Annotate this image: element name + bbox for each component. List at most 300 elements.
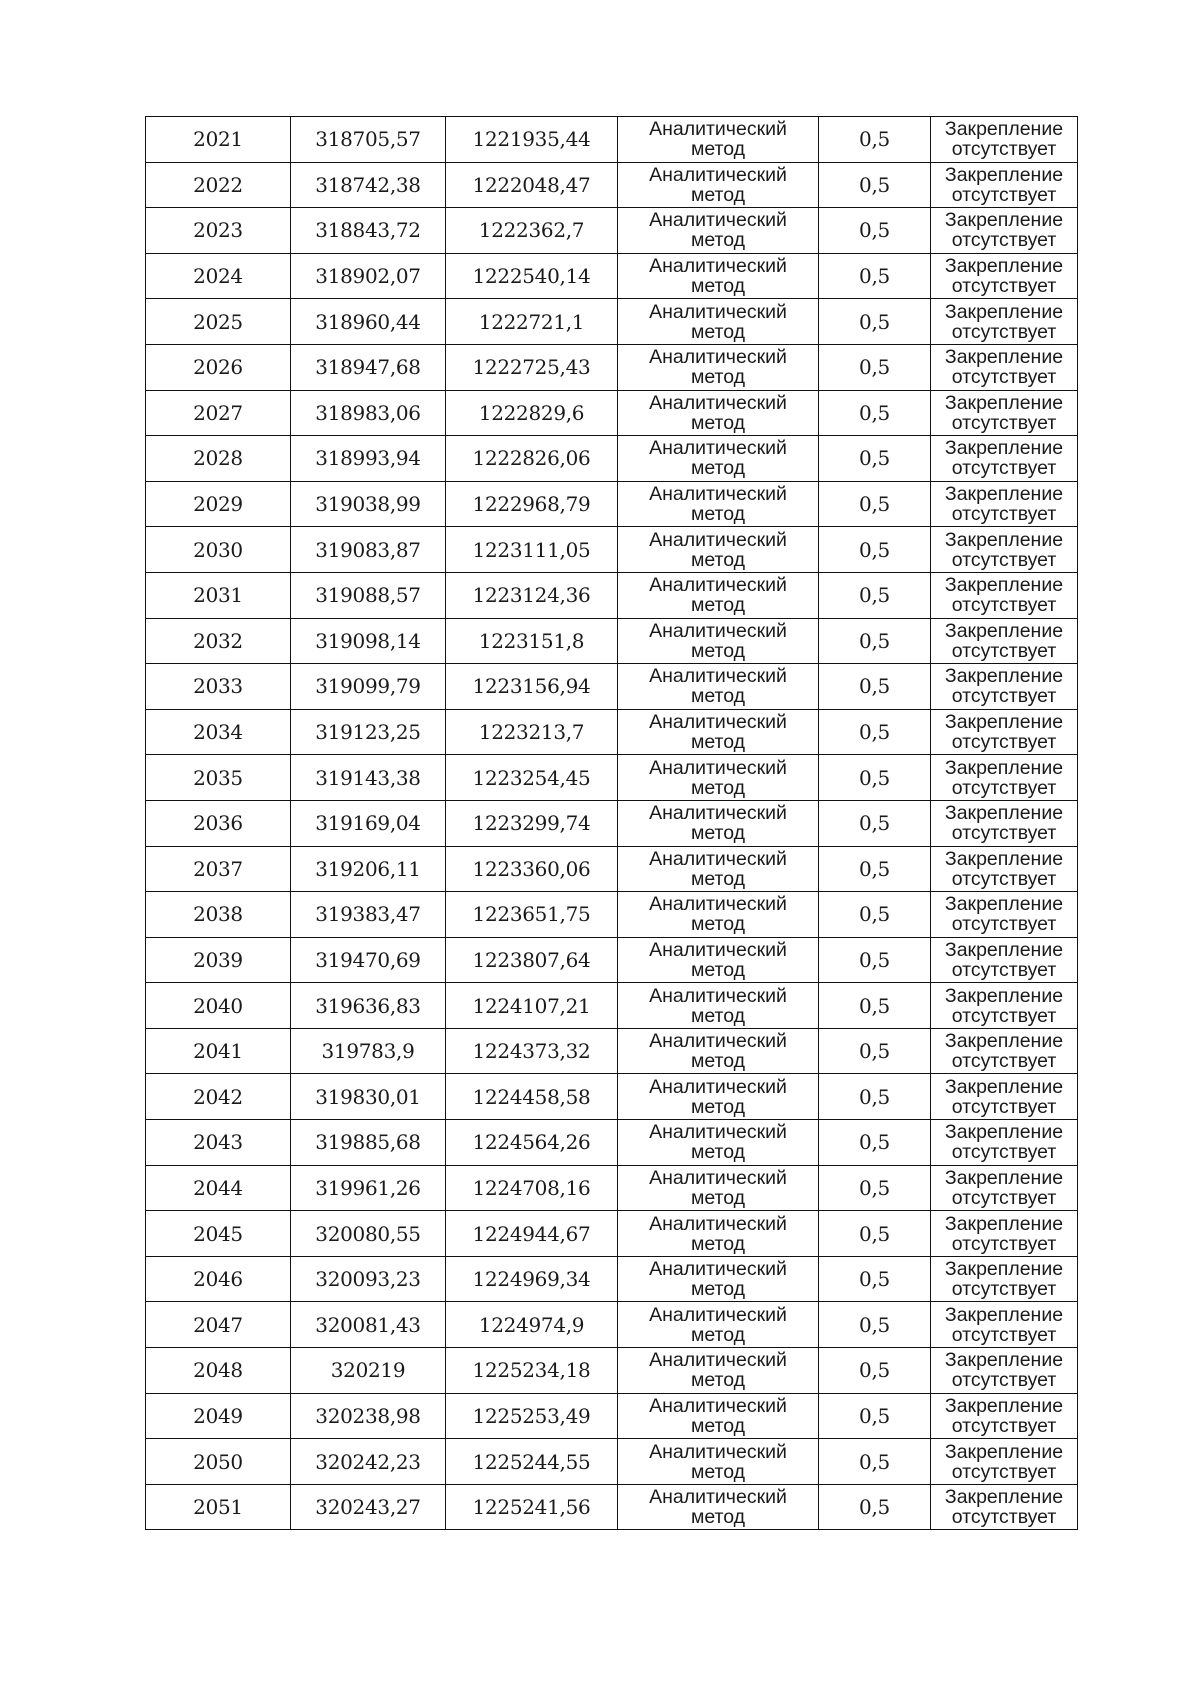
marking-line-1: Закрепление	[944, 1258, 1064, 1281]
method-line-1: Аналитический	[649, 893, 787, 916]
method-line-2: метод	[690, 229, 746, 252]
y-coordinate-cell: 1222968,79	[446, 481, 618, 527]
method-line-2: метод	[690, 913, 746, 936]
y-coordinate-cell: 1223213,7	[446, 709, 618, 755]
method-line-2: метод	[690, 366, 746, 389]
method-line-1: Аналитический	[649, 619, 787, 642]
point-number-cell: 2041	[146, 1028, 291, 1074]
point-number-cell: 2029	[146, 481, 291, 527]
marking-line-1: Закрепление	[944, 1166, 1064, 1189]
marking-line-1: Закрепление	[944, 1212, 1064, 1235]
marking-line-1: Закрепление	[944, 802, 1064, 825]
marking-cell	[931, 117, 1078, 163]
table-row	[146, 937, 1078, 983]
method-cell	[618, 344, 819, 390]
y-coordinate-cell: 1224944,67	[446, 1211, 618, 1257]
marking-cell	[931, 299, 1078, 345]
x-coordinate-cell: 319470,69	[291, 937, 446, 983]
y-coordinate-cell: 1222725,43	[446, 344, 618, 390]
method-line-1: Аналитический	[649, 255, 787, 278]
method-cell	[618, 892, 819, 938]
y-coordinate-cell: 1222048,47	[446, 162, 618, 208]
marking-line-2: отсутствует	[951, 229, 1057, 252]
marking-line-1: Закрепление	[944, 1075, 1064, 1098]
table-row	[146, 846, 1078, 892]
marking-cell	[931, 1028, 1078, 1074]
table-row	[146, 1484, 1078, 1530]
marking-line-2: отсутствует	[951, 138, 1057, 161]
accuracy-cell: 0,5	[819, 983, 931, 1029]
point-number-cell: 2038	[146, 892, 291, 938]
method-cell	[618, 709, 819, 755]
y-coordinate-cell: 1225244,55	[446, 1439, 618, 1485]
method-line-2: метод	[690, 1095, 746, 1118]
marking-cell	[931, 800, 1078, 846]
coordinates-table-body	[146, 117, 1078, 1530]
method-line-1: Аналитический	[649, 984, 787, 1007]
marking-line-2: отсутствует	[951, 1278, 1057, 1301]
table-row	[146, 344, 1078, 390]
method-line-2: метод	[690, 822, 746, 845]
accuracy-cell: 0,5	[819, 937, 931, 983]
marking-line-1: Закрепление	[944, 1486, 1064, 1509]
y-coordinate-cell: 1223254,45	[446, 755, 618, 801]
point-number-cell: 2021	[146, 117, 291, 163]
accuracy-cell: 0,5	[819, 1256, 931, 1302]
x-coordinate-cell: 319038,99	[291, 481, 446, 527]
marking-line-2: отсутствует	[951, 958, 1057, 981]
y-coordinate-cell: 1222829,6	[446, 390, 618, 436]
marking-line-1: Закрепление	[944, 209, 1064, 232]
method-line-1: Аналитический	[649, 1486, 787, 1509]
marking-line-2: отсутствует	[951, 1323, 1057, 1346]
point-number-cell: 2051	[146, 1484, 291, 1530]
x-coordinate-cell: 319099,79	[291, 664, 446, 710]
marking-line-2: отсутствует	[951, 503, 1057, 526]
method-line-2: метод	[690, 867, 746, 890]
y-coordinate-cell: 1225234,18	[446, 1348, 618, 1394]
point-number-cell: 2040	[146, 983, 291, 1029]
method-line-2: метод	[690, 731, 746, 754]
marking-line-2: отсутствует	[951, 776, 1057, 799]
y-coordinate-cell: 1223156,94	[446, 664, 618, 710]
marking-line-2: отсутствует	[951, 183, 1057, 206]
x-coordinate-cell: 320219	[291, 1348, 446, 1394]
method-cell	[618, 1074, 819, 1120]
marking-line-1: Закрепление	[944, 1030, 1064, 1053]
method-line-2: метод	[690, 958, 746, 981]
marking-line-1: Закрепление	[944, 528, 1064, 551]
y-coordinate-cell: 1223124,36	[446, 572, 618, 618]
marking-line-2: отсутствует	[951, 548, 1057, 571]
table-row	[146, 253, 1078, 299]
marking-line-2: отсутствует	[951, 1004, 1057, 1027]
marking-cell	[931, 481, 1078, 527]
accuracy-cell: 0,5	[819, 846, 931, 892]
marking-line-1: Закрепление	[944, 483, 1064, 506]
method-cell	[618, 390, 819, 436]
method-line-2: метод	[690, 183, 746, 206]
accuracy-cell: 0,5	[819, 800, 931, 846]
method-line-1: Аналитический	[649, 437, 787, 460]
point-number-cell: 2049	[146, 1393, 291, 1439]
marking-line-2: отсутствует	[951, 1095, 1057, 1118]
method-cell	[618, 1211, 819, 1257]
method-line-1: Аналитический	[649, 1303, 787, 1326]
method-line-2: метод	[690, 411, 746, 434]
accuracy-cell: 0,5	[819, 1074, 931, 1120]
accuracy-cell: 0,5	[819, 1439, 931, 1485]
method-cell	[618, 1393, 819, 1439]
marking-line-1: Закрепление	[944, 847, 1064, 870]
point-number-cell: 2047	[146, 1302, 291, 1348]
marking-cell	[931, 1074, 1078, 1120]
x-coordinate-cell: 318902,07	[291, 253, 446, 299]
point-number-cell: 2048	[146, 1348, 291, 1394]
marking-line-2: отсутствует	[951, 822, 1057, 845]
accuracy-cell: 0,5	[819, 527, 931, 573]
method-line-2: метод	[690, 1414, 746, 1437]
y-coordinate-cell: 1224564,26	[446, 1120, 618, 1166]
method-line-2: метод	[690, 503, 746, 526]
table-row	[146, 162, 1078, 208]
table-row	[146, 572, 1078, 618]
accuracy-cell: 0,5	[819, 1393, 931, 1439]
y-coordinate-cell: 1222540,14	[446, 253, 618, 299]
marking-cell	[931, 1439, 1078, 1485]
marking-line-1: Закрепление	[944, 1394, 1064, 1417]
method-line-1: Аналитический	[649, 1030, 787, 1053]
table-row	[146, 208, 1078, 254]
marking-cell	[931, 1484, 1078, 1530]
marking-cell	[931, 436, 1078, 482]
marking-line-2: отсутствует	[951, 1232, 1057, 1255]
marking-line-1: Закрепление	[944, 711, 1064, 734]
method-line-2: метод	[690, 320, 746, 343]
table-row	[146, 1348, 1078, 1394]
point-number-cell: 2050	[146, 1439, 291, 1485]
y-coordinate-cell: 1224373,32	[446, 1028, 618, 1074]
table-row	[146, 1028, 1078, 1074]
marking-line-1: Закрепление	[944, 346, 1064, 369]
method-cell	[618, 937, 819, 983]
method-line-1: Аналитический	[649, 1349, 787, 1372]
x-coordinate-cell: 320238,98	[291, 1393, 446, 1439]
method-line-1: Аналитический	[649, 1075, 787, 1098]
point-number-cell: 2032	[146, 618, 291, 664]
marking-line-2: отсутствует	[951, 1506, 1057, 1529]
marking-cell	[931, 846, 1078, 892]
point-number-cell: 2028	[146, 436, 291, 482]
marking-cell	[931, 344, 1078, 390]
x-coordinate-cell: 319383,47	[291, 892, 446, 938]
method-line-2: метод	[690, 1323, 746, 1346]
point-number-cell: 2026	[146, 344, 291, 390]
marking-line-1: Закрепление	[944, 118, 1064, 141]
table-row	[146, 1302, 1078, 1348]
marking-cell	[931, 253, 1078, 299]
marking-line-1: Закрепление	[944, 1349, 1064, 1372]
table-row	[146, 1211, 1078, 1257]
table-row	[146, 983, 1078, 1029]
method-cell	[618, 1165, 819, 1211]
method-cell	[618, 983, 819, 1029]
point-number-cell: 2024	[146, 253, 291, 299]
method-line-2: метод	[690, 138, 746, 161]
marking-line-1: Закрепление	[944, 391, 1064, 414]
marking-cell	[931, 527, 1078, 573]
method-line-2: метод	[690, 1004, 746, 1027]
accuracy-cell: 0,5	[819, 618, 931, 664]
x-coordinate-cell: 319098,14	[291, 618, 446, 664]
method-cell	[618, 436, 819, 482]
x-coordinate-cell: 319636,83	[291, 983, 446, 1029]
accuracy-cell: 0,5	[819, 208, 931, 254]
x-coordinate-cell: 319123,25	[291, 709, 446, 755]
point-number-cell: 2030	[146, 527, 291, 573]
method-line-2: метод	[690, 1141, 746, 1164]
marking-line-1: Закрепление	[944, 665, 1064, 688]
marking-line-2: отсутствует	[951, 913, 1057, 936]
x-coordinate-cell: 319885,68	[291, 1120, 446, 1166]
accuracy-cell: 0,5	[819, 572, 931, 618]
marking-line-1: Закрепление	[944, 893, 1064, 916]
accuracy-cell: 0,5	[819, 1120, 931, 1166]
marking-line-2: отсутствует	[951, 411, 1057, 434]
method-line-2: метод	[690, 594, 746, 617]
y-coordinate-cell: 1223111,05	[446, 527, 618, 573]
method-cell	[618, 299, 819, 345]
x-coordinate-cell: 318742,38	[291, 162, 446, 208]
table-row	[146, 892, 1078, 938]
point-number-cell: 2045	[146, 1211, 291, 1257]
method-line-1: Аналитический	[649, 528, 787, 551]
method-line-2: метод	[690, 1460, 746, 1483]
marking-cell	[931, 618, 1078, 664]
marking-line-1: Закрепление	[944, 1440, 1064, 1463]
marking-line-1: Закрепление	[944, 163, 1064, 186]
point-number-cell: 2035	[146, 755, 291, 801]
marking-line-2: отсутствует	[951, 320, 1057, 343]
table-row	[146, 117, 1078, 163]
x-coordinate-cell: 318993,94	[291, 436, 446, 482]
marking-line-2: отсутствует	[951, 1050, 1057, 1073]
x-coordinate-cell: 318843,72	[291, 208, 446, 254]
marking-line-2: отсутствует	[951, 275, 1057, 298]
marking-cell	[931, 1120, 1078, 1166]
method-cell	[618, 162, 819, 208]
marking-line-1: Закрепление	[944, 574, 1064, 597]
method-cell	[618, 527, 819, 573]
x-coordinate-cell: 318947,68	[291, 344, 446, 390]
marking-cell	[931, 1348, 1078, 1394]
method-cell	[618, 572, 819, 618]
marking-line-2: отсутствует	[951, 1414, 1057, 1437]
method-cell	[618, 1256, 819, 1302]
marking-cell	[931, 892, 1078, 938]
x-coordinate-cell: 320242,23	[291, 1439, 446, 1485]
method-line-2: метод	[690, 1232, 746, 1255]
x-coordinate-cell: 319783,9	[291, 1028, 446, 1074]
marking-cell	[931, 755, 1078, 801]
method-line-2: метод	[690, 457, 746, 480]
table-row	[146, 755, 1078, 801]
method-line-1: Аналитический	[649, 574, 787, 597]
method-line-2: метод	[690, 548, 746, 571]
table-row	[146, 527, 1078, 573]
accuracy-cell: 0,5	[819, 709, 931, 755]
x-coordinate-cell: 319143,38	[291, 755, 446, 801]
accuracy-cell: 0,5	[819, 299, 931, 345]
x-coordinate-cell: 320081,43	[291, 1302, 446, 1348]
method-line-1: Аналитический	[649, 163, 787, 186]
method-line-2: метод	[690, 1186, 746, 1209]
table-row	[146, 1393, 1078, 1439]
y-coordinate-cell: 1222721,1	[446, 299, 618, 345]
y-coordinate-cell: 1222362,7	[446, 208, 618, 254]
accuracy-cell: 0,5	[819, 253, 931, 299]
marking-line-2: отсутствует	[951, 1369, 1057, 1392]
marking-cell	[931, 1211, 1078, 1257]
marking-cell	[931, 937, 1078, 983]
method-line-2: метод	[690, 1278, 746, 1301]
point-number-cell: 2022	[146, 162, 291, 208]
method-cell	[618, 618, 819, 664]
accuracy-cell: 0,5	[819, 1348, 931, 1394]
x-coordinate-cell: 319169,04	[291, 800, 446, 846]
x-coordinate-cell: 320243,27	[291, 1484, 446, 1530]
accuracy-cell: 0,5	[819, 1211, 931, 1257]
marking-cell	[931, 1165, 1078, 1211]
accuracy-cell: 0,5	[819, 162, 931, 208]
x-coordinate-cell: 318705,57	[291, 117, 446, 163]
method-line-2: метод	[690, 639, 746, 662]
method-line-2: метод	[690, 776, 746, 799]
accuracy-cell: 0,5	[819, 117, 931, 163]
marking-line-2: отсутствует	[951, 1186, 1057, 1209]
marking-cell	[931, 162, 1078, 208]
marking-line-1: Закрепление	[944, 1303, 1064, 1326]
method-line-1: Аналитический	[649, 300, 787, 323]
accuracy-cell: 0,5	[819, 1484, 931, 1530]
marking-cell	[931, 709, 1078, 755]
method-cell	[618, 846, 819, 892]
marking-line-1: Закрепление	[944, 938, 1064, 961]
marking-line-2: отсутствует	[951, 1460, 1057, 1483]
method-line-2: метод	[690, 1050, 746, 1073]
table-row	[146, 1165, 1078, 1211]
method-line-1: Аналитический	[649, 483, 787, 506]
marking-line-1: Закрепление	[944, 437, 1064, 460]
method-line-2: метод	[690, 275, 746, 298]
marking-line-2: отсутствует	[951, 639, 1057, 662]
y-coordinate-cell: 1224458,58	[446, 1074, 618, 1120]
y-coordinate-cell: 1223651,75	[446, 892, 618, 938]
marking-cell	[931, 664, 1078, 710]
point-number-cell: 2031	[146, 572, 291, 618]
accuracy-cell: 0,5	[819, 664, 931, 710]
y-coordinate-cell: 1225253,49	[446, 1393, 618, 1439]
x-coordinate-cell: 320080,55	[291, 1211, 446, 1257]
method-line-2: метод	[690, 1506, 746, 1529]
method-line-2: метод	[690, 1369, 746, 1392]
method-line-1: Аналитический	[649, 391, 787, 414]
method-line-1: Аналитический	[649, 1212, 787, 1235]
point-number-cell: 2036	[146, 800, 291, 846]
point-number-cell: 2034	[146, 709, 291, 755]
method-line-2: метод	[690, 685, 746, 708]
table-row	[146, 800, 1078, 846]
method-cell	[618, 208, 819, 254]
accuracy-cell: 0,5	[819, 1165, 931, 1211]
method-cell	[618, 117, 819, 163]
x-coordinate-cell: 319083,87	[291, 527, 446, 573]
marking-line-1: Закрепление	[944, 300, 1064, 323]
method-cell	[618, 1302, 819, 1348]
marking-cell	[931, 983, 1078, 1029]
x-coordinate-cell: 320093,23	[291, 1256, 446, 1302]
point-number-cell: 2043	[146, 1120, 291, 1166]
y-coordinate-cell: 1225241,56	[446, 1484, 618, 1530]
method-line-1: Аналитический	[649, 802, 787, 825]
marking-line-2: отсутствует	[951, 867, 1057, 890]
accuracy-cell: 0,5	[819, 755, 931, 801]
marking-line-2: отсутствует	[951, 457, 1057, 480]
marking-cell	[931, 390, 1078, 436]
x-coordinate-cell: 318960,44	[291, 299, 446, 345]
point-number-cell: 2037	[146, 846, 291, 892]
accuracy-cell: 0,5	[819, 1028, 931, 1074]
accuracy-cell: 0,5	[819, 436, 931, 482]
method-line-1: Аналитический	[649, 756, 787, 779]
marking-line-2: отсутствует	[951, 685, 1057, 708]
marking-line-1: Закрепление	[944, 756, 1064, 779]
table-row	[146, 709, 1078, 755]
accuracy-cell: 0,5	[819, 344, 931, 390]
method-line-1: Аналитический	[649, 1394, 787, 1417]
accuracy-cell: 0,5	[819, 892, 931, 938]
accuracy-cell: 0,5	[819, 390, 931, 436]
method-line-1: Аналитический	[649, 1258, 787, 1281]
marking-line-1: Закрепление	[944, 1121, 1064, 1144]
method-cell	[618, 755, 819, 801]
point-number-cell: 2039	[146, 937, 291, 983]
y-coordinate-cell: 1224969,34	[446, 1256, 618, 1302]
table-row	[146, 481, 1078, 527]
coordinates-table	[145, 116, 1078, 1530]
point-number-cell: 2042	[146, 1074, 291, 1120]
y-coordinate-cell: 1224708,16	[446, 1165, 618, 1211]
point-number-cell: 2033	[146, 664, 291, 710]
method-line-1: Аналитический	[649, 209, 787, 232]
table-row	[146, 390, 1078, 436]
table-row	[146, 1074, 1078, 1120]
y-coordinate-cell: 1223151,8	[446, 618, 618, 664]
marking-cell	[931, 572, 1078, 618]
table-row	[146, 1439, 1078, 1485]
method-line-1: Аналитический	[649, 118, 787, 141]
y-coordinate-cell: 1223807,64	[446, 937, 618, 983]
table-row	[146, 1120, 1078, 1166]
table-row	[146, 664, 1078, 710]
marking-line-2: отсутствует	[951, 1141, 1057, 1164]
y-coordinate-cell: 1223299,74	[446, 800, 618, 846]
table-row	[146, 436, 1078, 482]
point-number-cell: 2044	[146, 1165, 291, 1211]
method-line-1: Аналитический	[649, 847, 787, 870]
method-line-1: Аналитический	[649, 346, 787, 369]
method-line-1: Аналитический	[649, 1121, 787, 1144]
